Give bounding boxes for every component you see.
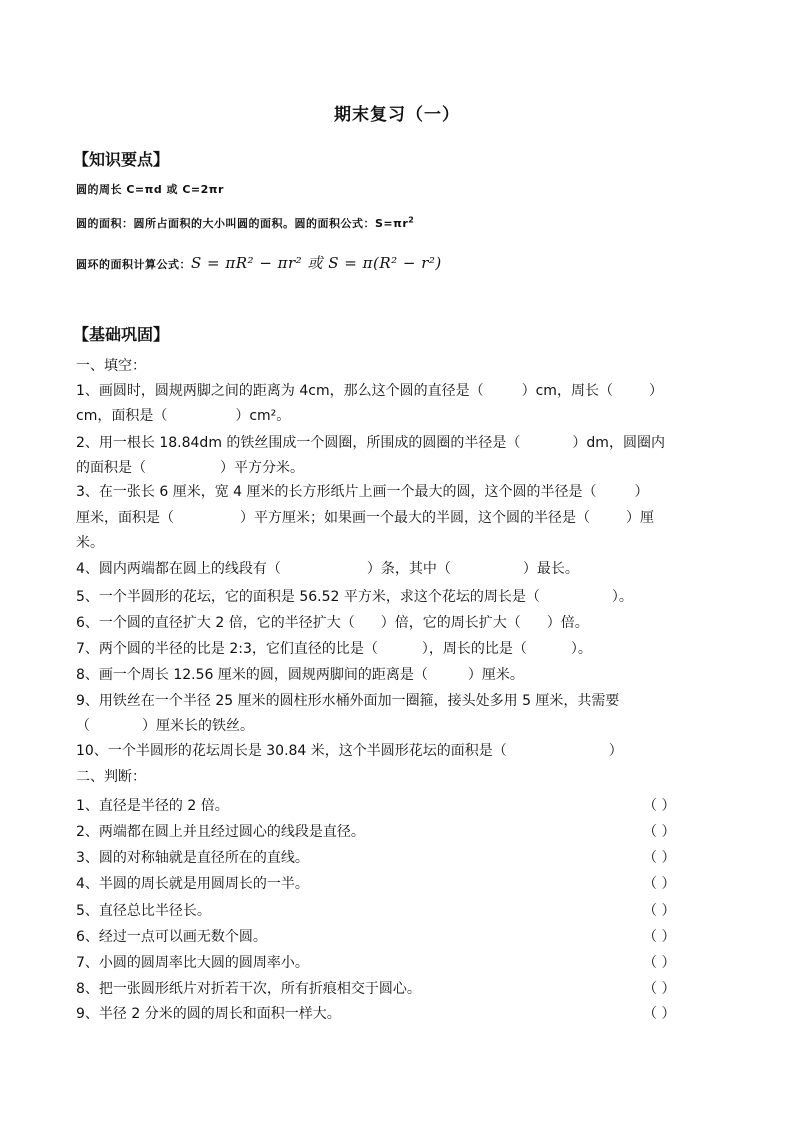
question-8 [76, 666, 524, 684]
q6-text-c: ）倍。 [546, 615, 589, 631]
ring-formula [76, 252, 442, 273]
q1-text-b: ）cm，周长（ [521, 383, 613, 399]
q3-text-d: ）平方厘米；如果画一个最大的半圆，这个圆的半径是（ [240, 510, 590, 526]
judge-answer-box[interactable]: （ ） [643, 1006, 676, 1022]
question-10 [76, 742, 623, 760]
question-7 [76, 640, 592, 658]
basic-header: 【基础巩固】 [73, 325, 170, 344]
area-formula-text: 圆的面积：圆所占面积的大小叫圆的面积。圆的面积公式：S=πr [76, 217, 409, 230]
q3-text-e: ）厘 [626, 510, 654, 526]
judge-answer-box[interactable]: （ ） [643, 876, 676, 892]
q2-text-b: ）dm，圆圈内 [572, 435, 665, 451]
q1-text-d: cm，面积是（ [76, 408, 168, 424]
fill-section-header: 一、填空： [76, 358, 146, 374]
judge-item-7 [76, 952, 696, 972]
judge-answer-box[interactable]: （ ） [643, 824, 676, 840]
knowledge-header: 【知识要点】 [73, 150, 170, 169]
q7-text-b: ），周长的比是（ [421, 641, 527, 657]
judge-item-text: 7、小圆的圆周率比大圆的圆周率小。 [76, 955, 309, 971]
question-6 [76, 614, 589, 632]
q7-text-a: 7、两个圆的半径的比是 2:3，它们直径的比是（ [76, 641, 378, 657]
q2-text-c: 的面积是（ [76, 460, 146, 476]
judge-item-1 [76, 795, 696, 815]
judge-item-9 [76, 1003, 696, 1023]
judge-item-text: 8、把一张圆形纸片对折若干次，所有折痕相交于圆心。 [76, 981, 421, 997]
question-1-line-1 [76, 382, 663, 400]
question-5 [76, 588, 633, 606]
judge-answer-box[interactable]: （ ） [643, 798, 676, 814]
q10-text-a: 10、一个半圆形的花坛周长是 30.84 米，这个半圆形花坛的面积是（ [76, 743, 507, 759]
q10-text-b: ） [608, 743, 623, 759]
judge-item-6 [76, 926, 696, 946]
judge-item-4 [76, 873, 696, 893]
q6-text-a: 6、一个圆的直径扩大 2 倍，它的半径扩大（ [76, 615, 355, 631]
q3-text-b: ） [634, 484, 649, 500]
judge-answer-box[interactable]: （ ） [643, 850, 676, 866]
q9-text-c: ）厘米长的铁丝。 [142, 718, 254, 734]
judge-answer-box[interactable]: （ ） [643, 955, 676, 971]
judge-item-5 [76, 900, 696, 920]
q4-text-c: ）最长。 [522, 561, 579, 577]
judge-answer-box[interactable]: （ ） [643, 929, 676, 945]
question-3-line-1 [76, 483, 649, 501]
ring-formula-math: S = πR² − πr² 或 S = π(R² − r²) [191, 254, 442, 272]
area-formula [76, 215, 414, 231]
q4-text-b: ）条，其中（ [366, 561, 451, 577]
question-9-line-2 [76, 717, 254, 735]
q2-text-d: ）平方分米。 [220, 460, 304, 476]
question-1-line-2 [76, 407, 290, 425]
q2-text-a: 2、用一根长 18.84dm 的铁丝围成一个圆圈，所围成的圆圈的半径是（ [76, 435, 521, 451]
judge-item-8 [76, 978, 696, 998]
question-2-line-2 [76, 459, 304, 477]
page-title: 期末复习（一） [334, 105, 460, 125]
judge-item-text: 4、半圆的周长就是用圆周长的一半。 [76, 876, 309, 892]
circumference-formula: 圆的周长 C=πd 或 C=2πr [76, 183, 224, 196]
q8-text-b: ）厘米。 [467, 667, 524, 683]
q3-text-a: 3、在一张长 6 厘米，宽 4 厘米的长方形纸片上画一个最大的圆，这个圆的半径是（ [76, 484, 597, 500]
judge-item-text: 6、经过一点可以画无数个圆。 [76, 929, 267, 945]
judge-item-3 [76, 847, 696, 867]
judge-item-2 [76, 821, 696, 841]
q3-text-c: 厘米，面积是（ [76, 510, 174, 526]
judge-answer-box[interactable]: （ ） [643, 903, 676, 919]
judge-item-text: 9、半径 2 分米的圆的周长和面积一样大。 [76, 1006, 341, 1022]
judge-item-text: 5、直径总比半径长。 [76, 903, 211, 919]
judge-section-header: 二、判断： [76, 769, 146, 785]
q5-text-a: 5、一个半圆形的花坛，它的面积是 56.52 平方米，求这个花坛的周长是（ [76, 589, 540, 605]
q5-text-b: ）。 [611, 589, 633, 605]
question-4 [76, 560, 579, 578]
question-2-line-1 [76, 434, 665, 452]
q9-text-b: （ [76, 718, 90, 734]
q1-text-a: 1、画圆时，圆规两脚之间的距离为 4cm，那么这个圆的直径是（ [76, 383, 484, 399]
question-3-line-2 [76, 509, 654, 527]
q1-text-e: ）cm²。 [235, 408, 291, 424]
q4-text-a: 4、圆内两端都在圆上的线段有（ [76, 561, 281, 577]
q1-text-c: ） [648, 383, 663, 399]
judge-item-text: 1、直径是半径的 2 倍。 [76, 798, 229, 814]
q7-text-c: ）。 [570, 641, 592, 657]
area-exponent: 2 [408, 215, 415, 225]
ring-formula-label: 圆环的面积计算公式： [76, 258, 191, 271]
judge-item-text: 2、两端都在圆上并且经过圆心的线段是直径。 [76, 824, 365, 840]
question-3-line-3: 米。 [76, 535, 104, 551]
judge-answer-box[interactable]: （ ） [643, 981, 676, 997]
question-9-line-1: 9、用铁丝在一个半径 25 厘米的圆柱形水桶外面加一圈箍，接头处多用 5 厘米，共需要 [76, 693, 620, 709]
q8-text-a: 8、画一个周长 12.56 厘米的圆，圆规两脚间的距离是（ [76, 667, 428, 683]
q6-text-b: ）倍，它的周长扩大（ [380, 615, 521, 631]
judge-item-text: 3、圆的对称轴就是直径所在的直线。 [76, 850, 309, 866]
